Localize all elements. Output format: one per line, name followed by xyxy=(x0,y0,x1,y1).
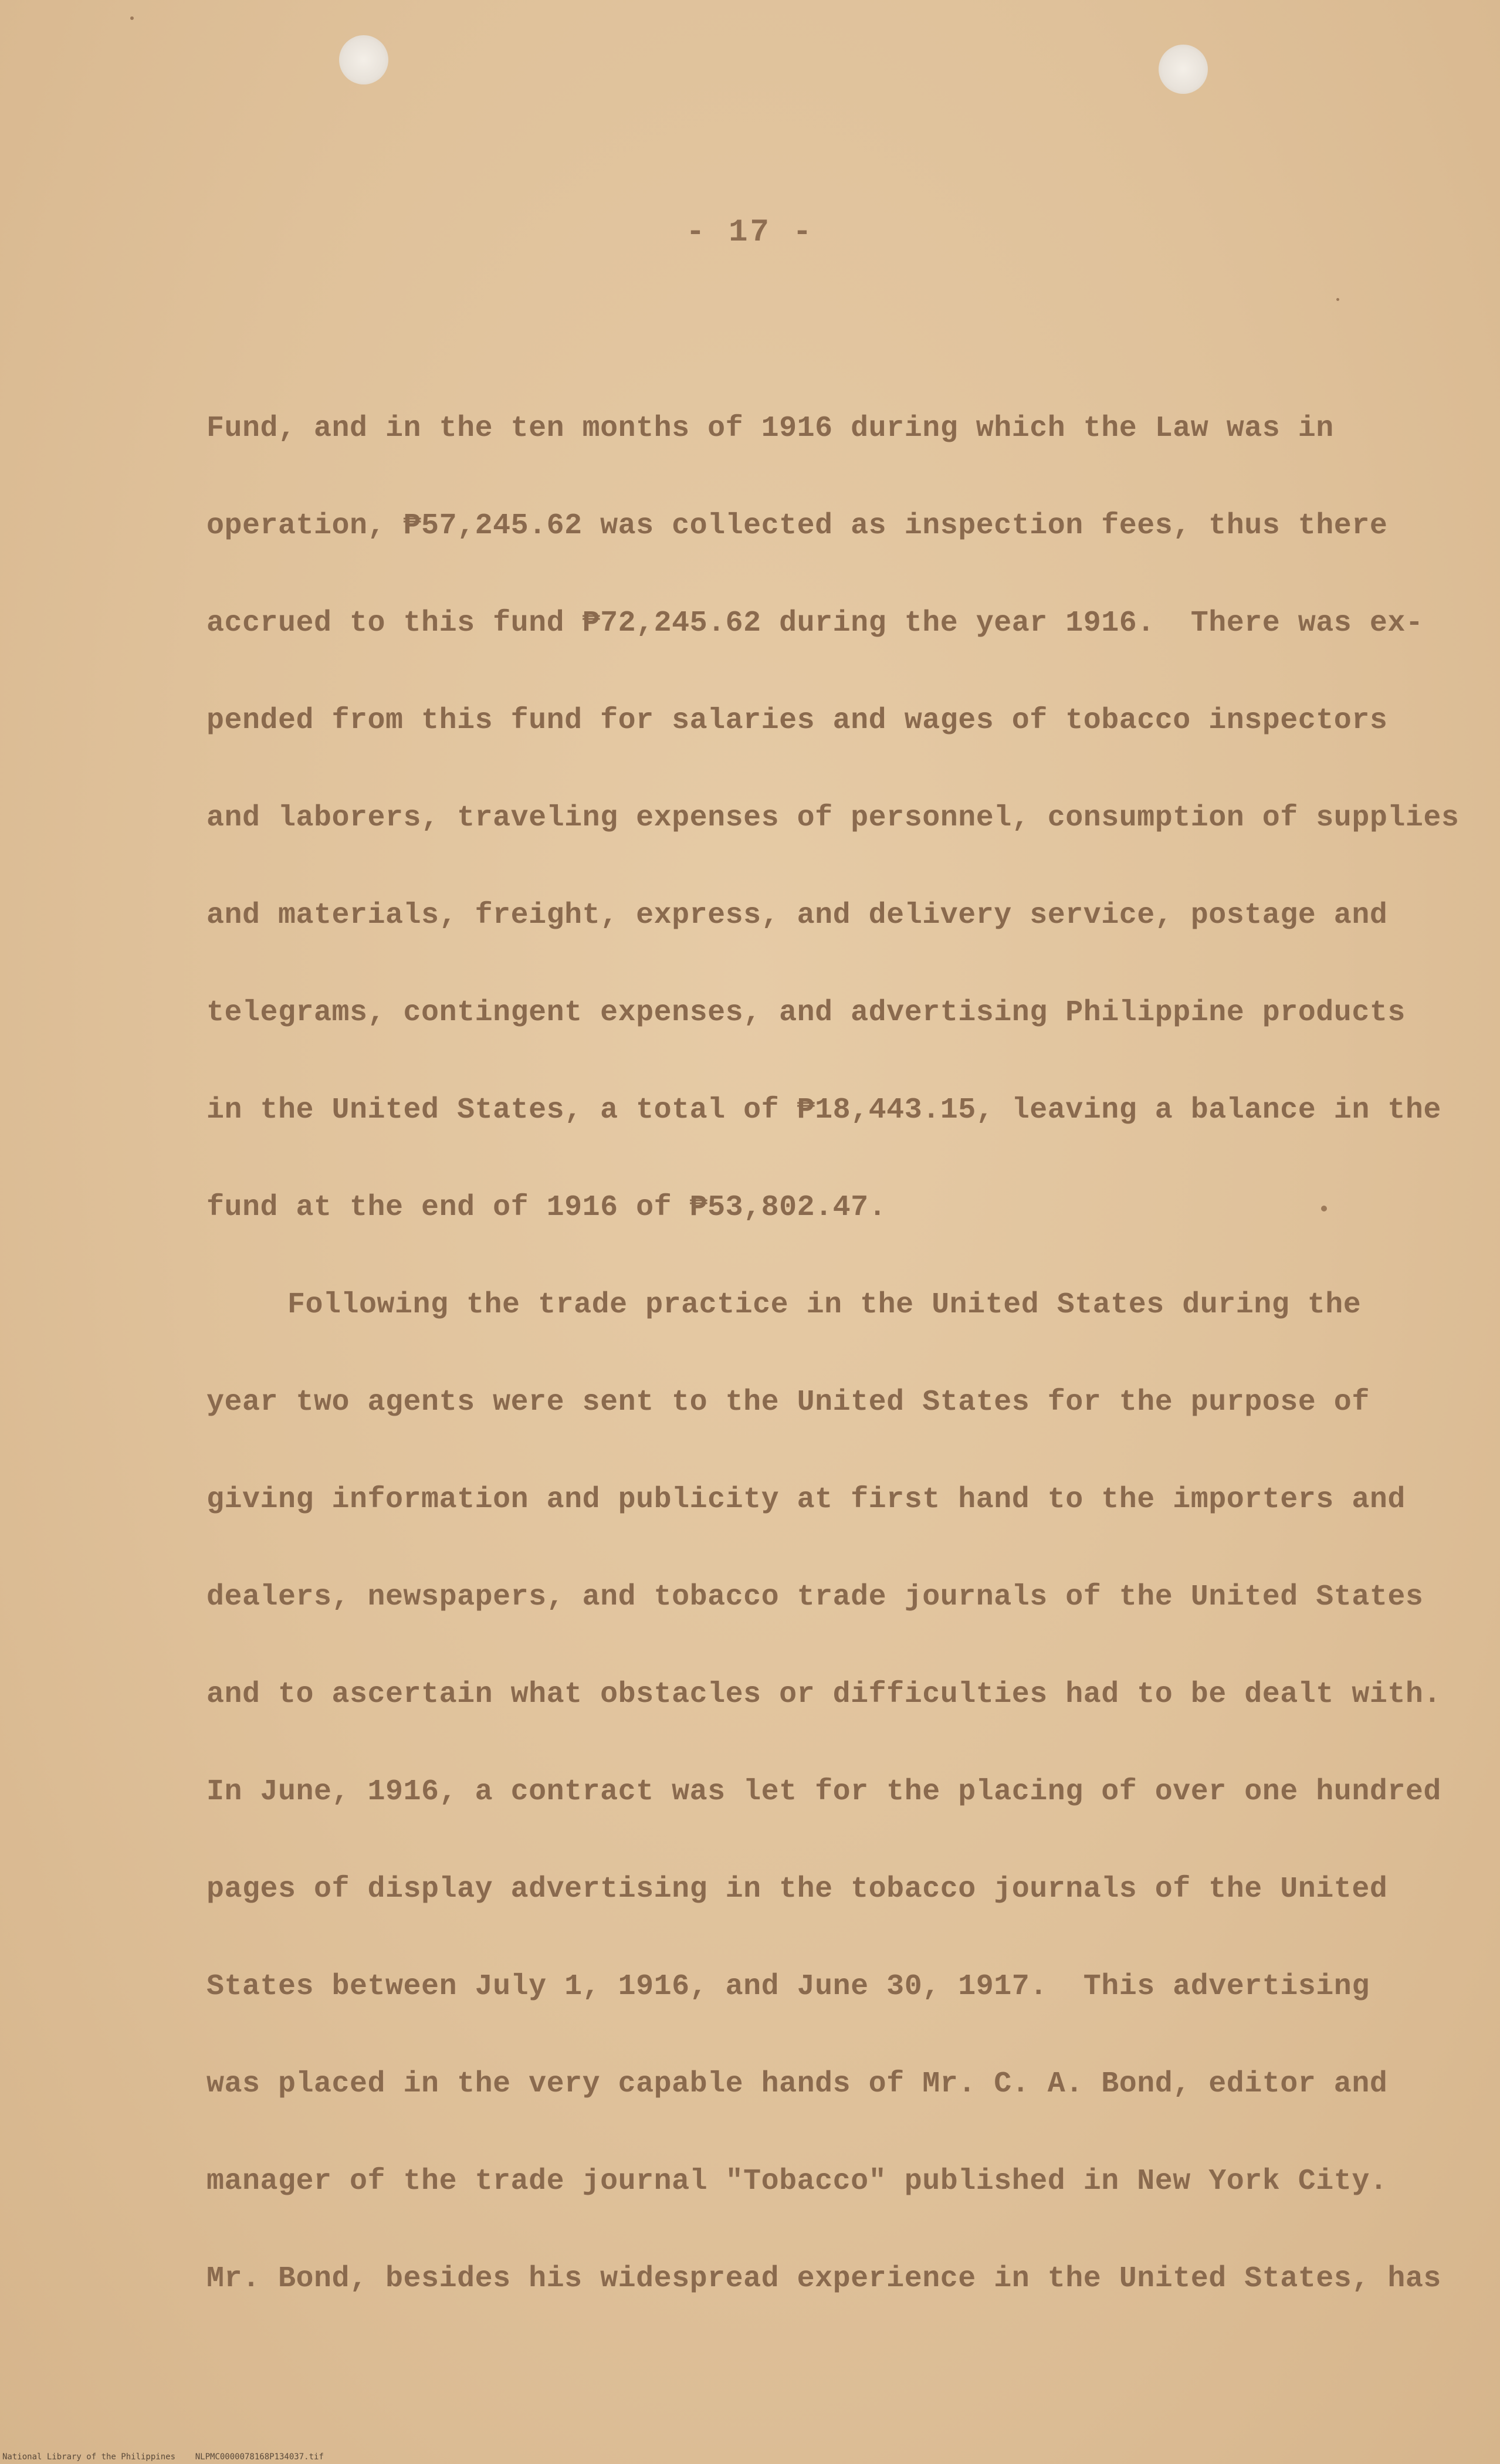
punch-hole-left xyxy=(339,35,388,84)
text-line: and to ascertain what obstacles or difficulties had to be dealt with. xyxy=(206,1678,1441,1711)
paper-speck xyxy=(1321,1206,1327,1211)
text-line: pended from this fund for salaries and wages of tobacco inspectors xyxy=(206,704,1388,737)
text-line: in the United States, a total of ₱18,443.15, leaving a balance in the xyxy=(206,1094,1441,1127)
text-line: pages of display advertising in the tobacco journals of the United xyxy=(206,1873,1388,1906)
text-line: giving information and publicity at first hand to the importers and xyxy=(206,1483,1406,1517)
text-line: In June, 1916, a contract was let for the placing of over one hundred xyxy=(206,1775,1441,1809)
text-line: Mr. Bond, besides his widespread experience in the United States, has xyxy=(206,2262,1441,2296)
text-line: accrued to this fund ₱72,245.62 during the year 1916. There was ex- xyxy=(206,607,1424,640)
text-line: Fund, and in the ten months of 1916 during which the Law was in xyxy=(206,412,1334,445)
text-line: and laborers, traveling expenses of personnel, consumption of supplies xyxy=(206,801,1460,835)
text-line: Following the trade practice in the United States during the xyxy=(287,1288,1362,1322)
text-line: dealers, newspapers, and tobacco trade journals of the United States xyxy=(206,1580,1424,1614)
text-line: telegrams, contingent expenses, and advertising Philippine products xyxy=(206,996,1406,1030)
text-line: operation, ₱57,245.62 was collected as inspection fees, thus there xyxy=(206,509,1388,543)
paper-speck xyxy=(1336,298,1339,301)
text-line: and materials, freight, express, and delivery service, postage and xyxy=(206,899,1388,932)
text-line: year two agents were sent to the United States for the purpose of xyxy=(206,1386,1370,1419)
text-line: fund at the end of 1916 of ₱53,802.47. xyxy=(206,1191,887,1224)
paper-speck xyxy=(130,16,134,20)
punch-hole-right xyxy=(1159,45,1208,94)
archive-footer: National Library of the Philippines NLPMC0000078168P134037.tif xyxy=(2,2452,324,2462)
text-line: was placed in the very capable hands of Mr. C. A. Bond, editor and xyxy=(206,2067,1388,2101)
text-line: States between July 1, 1916, and June 30, 1917. This advertising xyxy=(206,1970,1370,2003)
text-line: manager of the trade journal "Tobacco" published in New York City. xyxy=(206,2165,1388,2198)
page-number: - 17 - xyxy=(686,215,814,251)
